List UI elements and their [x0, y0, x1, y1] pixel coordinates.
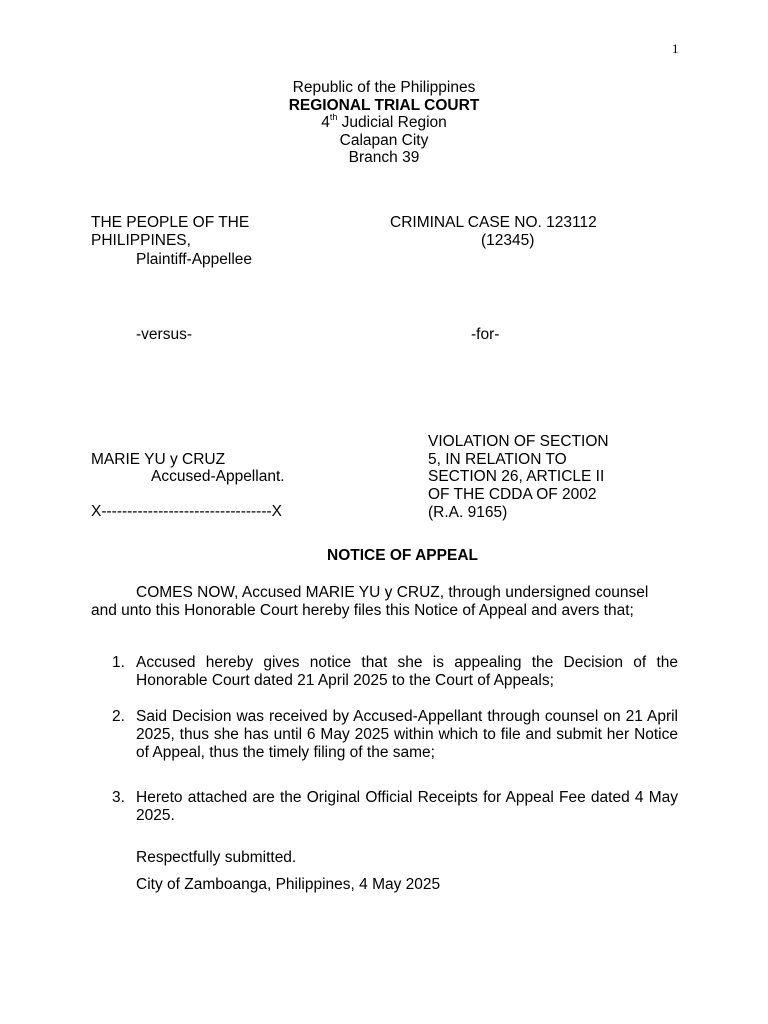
offense-line-5: (R.A. 9165)	[428, 504, 508, 521]
republic-line: Republic of the Philippines	[292, 79, 476, 96]
closing-line: Respectfully submitted.	[136, 849, 297, 866]
court-branch: Branch 39	[348, 149, 420, 166]
offense-line-3: SECTION 26, ARTICLE II	[428, 468, 605, 485]
case-sub-number: (12345)	[481, 232, 535, 249]
list-item	[112, 789, 678, 825]
list-item-text: Accused hereby gives notice that she is appealing the Decision of the Honorable Court dated 21 April 2025 to the Court of Appeals;	[136, 654, 678, 689]
court-header	[0, 79, 768, 167]
offense-line-4: OF THE CDDA OF 2002	[428, 486, 597, 503]
versus-label: -versus-	[136, 326, 192, 343]
list-item-number: 3.	[112, 789, 125, 806]
list-item-number: 2.	[112, 708, 125, 725]
region-number: 4	[321, 114, 330, 131]
list-item	[112, 654, 678, 690]
region-ordinal: th	[329, 112, 338, 122]
list-item-text: Said Decision was received by Accused-Appellant through counsel on 21 April 2025, thus she has until 6 May 2025 within which to file and submit her Notice of Appeal, thus the timely filing of the same;	[136, 708, 678, 761]
region-label: Judicial Region	[337, 114, 447, 131]
accused-role: Accused-Appellant.	[151, 468, 285, 485]
list-item-number: 1.	[112, 654, 125, 671]
plaintiff-line-1: THE PEOPLE OF THE	[91, 214, 250, 231]
offense-line-1: VIOLATION OF SECTION	[428, 433, 609, 450]
plaintiff-role: Plaintiff-Appellee	[136, 251, 253, 268]
offense-line-2: 5, IN RELATION TO	[428, 451, 567, 468]
accused-name: MARIE YU y CRUZ	[91, 451, 226, 468]
caption-separator: X---------------------------------X	[91, 503, 283, 520]
case-number: CRIMINAL CASE NO. 123112	[390, 214, 597, 231]
plaintiff-line-2: PHILIPPINES,	[91, 232, 191, 249]
list-item	[112, 708, 678, 762]
court-city: Calapan City	[339, 131, 429, 149]
place-date-line: City of Zamboanga, Philippines, 4 May 2025	[136, 876, 441, 893]
page-number: 1	[672, 41, 679, 56]
list-item-text: Hereto attached are the Original Official Receipts for Appeal Fee dated 4 May 2025.	[136, 789, 678, 824]
intro-paragraph: COMES NOW, Accused MARIE YU y CRUZ, through undersigned counsel and unto this Honorable Court hereby files this Notice of Appeal and avers that;	[91, 584, 649, 619]
judicial-region	[0, 114, 768, 132]
for-label: -for-	[471, 326, 500, 343]
document-title: NOTICE OF APPEAL	[327, 547, 478, 564]
court-name: REGIONAL TRIAL COURT	[288, 96, 480, 114]
